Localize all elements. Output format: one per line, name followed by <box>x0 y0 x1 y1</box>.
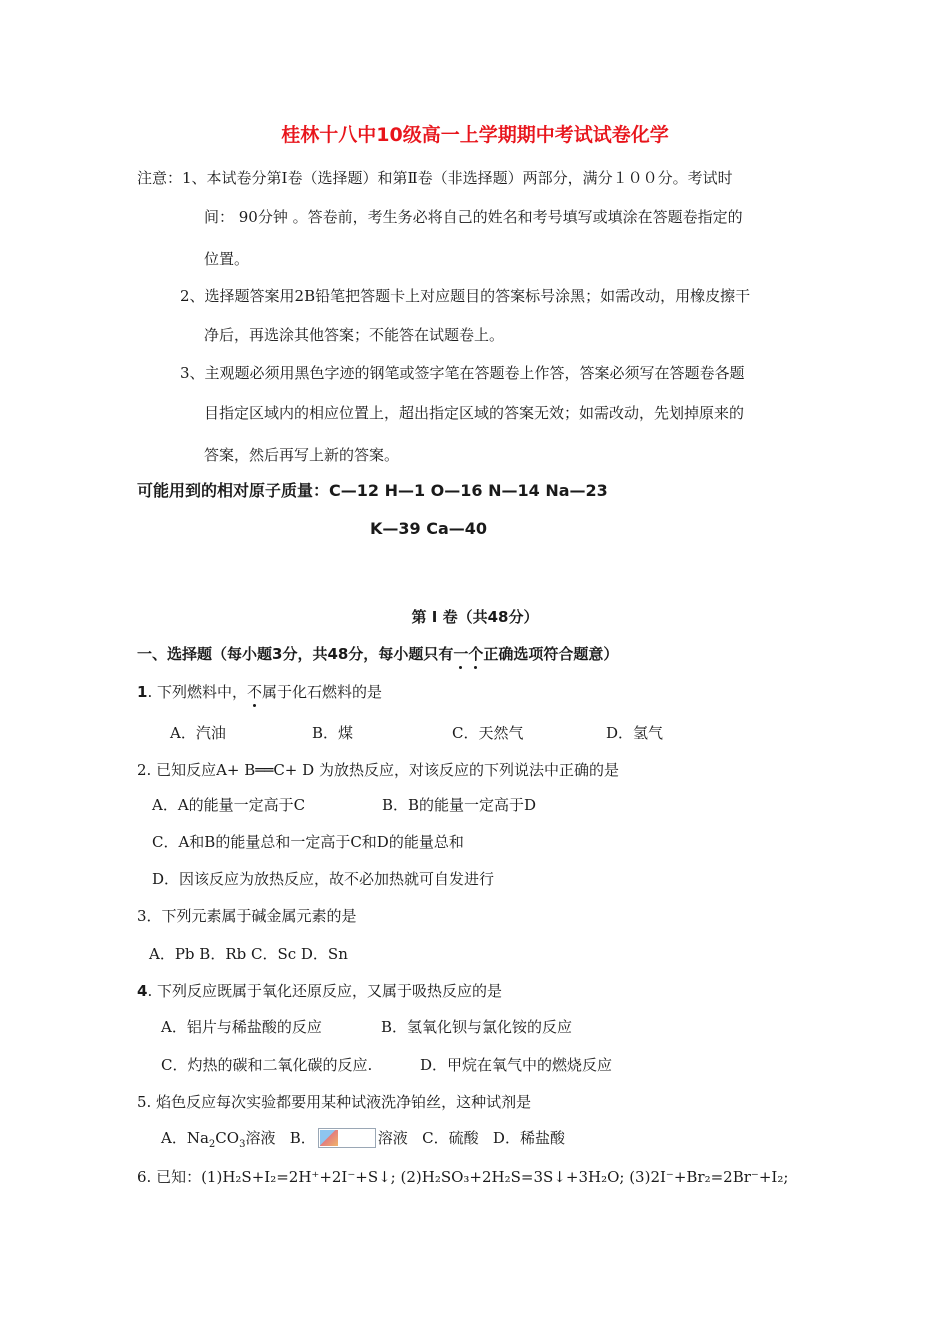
emphasis-mark-ge: 个 <box>468 645 484 663</box>
page-title: 桂林十八中10级高一上学期期中考试试卷化学 <box>281 124 669 146</box>
question-3-stem: 3．下列元素属于碱金属元素的是 <box>137 907 357 925</box>
question-2-stem: 2. 已知反应A+ B══C+ D 为放热反应，对该反应的下列说法中正确的是 <box>137 761 619 779</box>
question-5-option-b <box>290 1129 408 1147</box>
section-heading-post: 正确选项符合题意） <box>483 645 619 663</box>
question-4-option-c: C．灼热的碳和二氧化碳的反应. <box>161 1056 373 1074</box>
question-3-options: A．Pb B．Rb C．Sc D．Sn <box>149 945 348 963</box>
question-5-option-d: D．稀盐酸 <box>492 1129 565 1147</box>
broken-image-icon <box>318 1128 376 1148</box>
option-a-sub-3: 3 <box>239 1139 246 1150</box>
question-2-option-a: A．A的能量一定高于C <box>152 796 306 814</box>
option-b-suffix: 溶液 <box>377 1129 408 1147</box>
note-3-line-2: 目指定区域内的相应位置上，超出指定区域的答案无效；如需改动，先划掉原来的 <box>204 404 745 422</box>
note-1-line-3: 位置。 <box>204 250 250 268</box>
question-4-number: 4 <box>137 982 148 1000</box>
note-1-line-1: 注意：1、本试卷分第Ⅰ卷（选择题）和第Ⅱ卷（非选择题）两部分，满分１００分。考试时 <box>137 169 733 187</box>
question-1-text-post: 属于化石燃料的是 <box>262 683 383 701</box>
atomic-mass-line-2: K—39 Ca—40 <box>370 519 488 538</box>
question-5-option-c: C．硫酸 <box>422 1129 479 1147</box>
question-6-stem: 6. 已知：(1)H₂S+I₂=2H⁺+2I⁻+S↓; (2)H₂SO₃+2H₂S=3S↓+3H₂O; (3)2I⁻+Br₂=2Br⁻+I₂; <box>137 1168 789 1186</box>
question-4-option-d: D．甲烷在氧气中的燃烧反应 <box>420 1056 613 1074</box>
option-a-co: CO <box>215 1129 240 1147</box>
part-1-heading: 第 Ⅰ 卷（共48分） <box>411 608 539 626</box>
note-2-line-2: 净后，再选涂其他答案；不能答在试题卷上。 <box>204 326 505 344</box>
question-5-options <box>161 1128 565 1148</box>
question-1-option-a: A．汽油 <box>170 724 226 742</box>
question-1-option-b: B．煤 <box>312 724 354 742</box>
question-1-number: 1 <box>137 683 148 701</box>
question-4-option-a: A．铝片与稀盐酸的反应 <box>161 1018 322 1036</box>
question-1-option-c: C．天然气 <box>452 724 524 742</box>
option-b-label: B． <box>289 1129 316 1147</box>
section-1-heading <box>137 644 618 664</box>
emphasis-mark-one: 一 <box>453 645 469 663</box>
note-3-line-1: 3、主观题必须用黑色字迹的钢笔或签字笔在答题卷上作答，答案必须写在答题卷各题 <box>180 364 745 382</box>
emphasis-mark-not: 不 <box>246 683 262 701</box>
atomic-mass-line-1: 可能用到的相对原子质量：C—12 H—1 O—16 N—14 Na—23 <box>137 481 608 500</box>
question-2-option-c: C．A和B的能量总和一定高于C和D的能量总和 <box>152 833 464 851</box>
question-5-option-a <box>161 1129 276 1150</box>
image-placeholder-icon <box>320 1130 338 1146</box>
question-1-option-d: D．氢气 <box>606 724 664 742</box>
question-4-text: . 下列反应既属于氧化还原反应，又属于吸热反应的是 <box>147 982 502 1000</box>
question-2-option-d: D．因该反应为放热反应，故不必加热就可自发进行 <box>152 870 495 888</box>
option-a-sub-2: 2 <box>208 1139 216 1150</box>
question-1-stem <box>137 682 382 702</box>
note-2-line-1: 2、选择题答案用2B铅笔把答题卡上对应题目的答案标号涂黑；如需改动，用橡皮擦干 <box>180 287 751 305</box>
option-a-suffix: 溶液 <box>245 1129 276 1147</box>
question-2-option-b: B．B的能量一定高于D <box>382 796 537 814</box>
note-1-line-2: 间： 90分钟 。答卷前，考生务必将自己的姓名和考号填写或填涂在答题卷指定的 <box>204 208 743 226</box>
section-heading-pre: 一、选择题（每小题3分，共48分，每小题只有 <box>137 645 454 663</box>
option-a-na: A．Na <box>161 1129 209 1147</box>
note-3-line-3: 答案，然后再写上新的答案。 <box>204 446 400 464</box>
question-5-stem: 5. 焰色反应每次实验都要用某种试液洗净铂丝，这种试剂是 <box>137 1093 532 1111</box>
question-4-stem <box>137 981 502 1001</box>
question-4-option-b: B．氢氧化钡与氯化铵的反应 <box>381 1018 573 1036</box>
question-1-text-pre: . 下列燃料中， <box>147 683 247 701</box>
